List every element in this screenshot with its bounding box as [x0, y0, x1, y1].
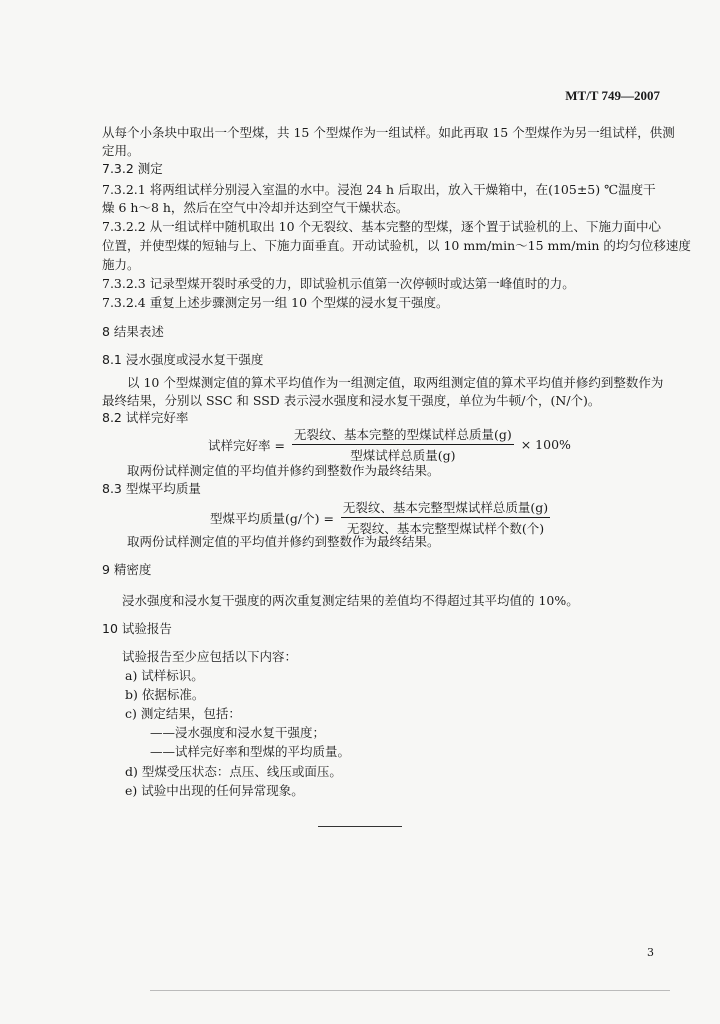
formula-numerator: 无裂纹、基本完整的型煤试样总质量(g)	[292, 425, 514, 445]
paragraph-line: 从每个小条块中取出一个型煤，共 15 个型煤作为一组试样。如此再取 15 个型煤作为另一组试样，供测	[102, 125, 675, 140]
end-rule	[318, 826, 402, 827]
formula-lhs: 型煤平均质量(g/个) =	[210, 510, 334, 526]
paragraph-line: 7.3.2.3 记录型煤开裂时承受的力，即试验机示值第一次停顿时或达第一峰值时的力。	[102, 276, 575, 291]
page-number: 3	[647, 946, 654, 959]
paragraph-line: 7.3.2.4 重复上述步骤测定另一组 10 个型煤的浸水复干强度。	[102, 295, 449, 310]
section-heading-7-3-2: 7.3.2 测定	[102, 161, 163, 176]
paragraph-line: 7.3.2.1 将两组试样分别浸入室温的水中。浸泡 24 h 后取出，放入干燥箱中，在(105±5) ℃温度干	[102, 182, 656, 197]
list-item-b: b) 依据标准。	[125, 687, 205, 702]
list-item-a: a) 试样标识。	[125, 668, 204, 683]
formula-numerator: 无裂纹、基本完整型煤试样总质量(g)	[341, 498, 550, 518]
paragraph-line: 取两份试样测定值的平均值并修约到整数作为最终结果。	[127, 534, 440, 549]
formula-denominator: 无裂纹、基本完整型煤试样个数(个)	[346, 521, 545, 536]
paragraph-line: 试验报告至少应包括以下内容：	[122, 649, 298, 664]
section-heading-10: 10 试验报告	[102, 621, 172, 636]
formula-completeness-rate	[208, 425, 571, 464]
paragraph-line: 最终结果，分别以 SSC 和 SSD 表示浸水强度和浸水复干强度，单位为牛顿/个，(N/个)。	[102, 393, 601, 408]
section-heading-8-1: 8.1 浸水强度或浸水复干强度	[102, 352, 264, 367]
formula-lhs: 试样完好率 =	[208, 437, 285, 453]
formula-rhs: × 100%	[520, 437, 571, 452]
scan-edge-line	[150, 990, 670, 991]
paragraph-line: 燥 6 h～8 h，然后在空气中冷却并达到空气干燥状态。	[102, 200, 409, 215]
paragraph-line: 浸水强度和浸水复干强度的两次重复测定结果的差值均不得超过其平均值的 10%。	[122, 593, 579, 608]
list-subitem: ——浸水强度和浸水复干强度；	[150, 725, 326, 740]
list-item-c: c) 测定结果，包括：	[125, 706, 241, 721]
document-code: MT/T 749—2007	[565, 88, 660, 103]
section-heading-9: 9 精密度	[102, 562, 152, 577]
paragraph-line: 位置，并使型煤的短轴与上、下施力面垂直。开动试验机，以 10 mm/min～15 mm/min 的均匀位移速度	[102, 238, 691, 253]
list-subitem: ——试样完好率和型煤的平均质量。	[150, 744, 351, 759]
paragraph-line: 取两份试样测定值的平均值并修约到整数作为最终结果。	[127, 463, 440, 478]
section-heading-8-2: 8.2 试样完好率	[102, 410, 189, 425]
formula-denominator: 型煤试样总质量(g)	[350, 448, 456, 463]
section-heading-8: 8 结果表述	[102, 324, 164, 339]
paragraph-line: 施力。	[102, 257, 140, 272]
list-item-e: e) 试验中出现的任何异常现象。	[125, 783, 304, 798]
list-item-d: d) 型煤受压状态：点压、线压或面压。	[125, 764, 342, 779]
paragraph-line: 7.3.2.2 从一组试样中随机取出 10 个无裂纹、基本完整的型煤，逐个置于试验机的上、下施力面中心	[102, 219, 662, 234]
formula-fraction	[292, 425, 514, 464]
paragraph-line: 定用。	[102, 143, 140, 158]
section-heading-8-3: 8.3 型煤平均质量	[102, 481, 201, 496]
paragraph-line: 以 10 个型煤测定值的算术平均值作为一组测定值，取两组测定值的算术平均值并修约到整数作为	[127, 375, 664, 390]
